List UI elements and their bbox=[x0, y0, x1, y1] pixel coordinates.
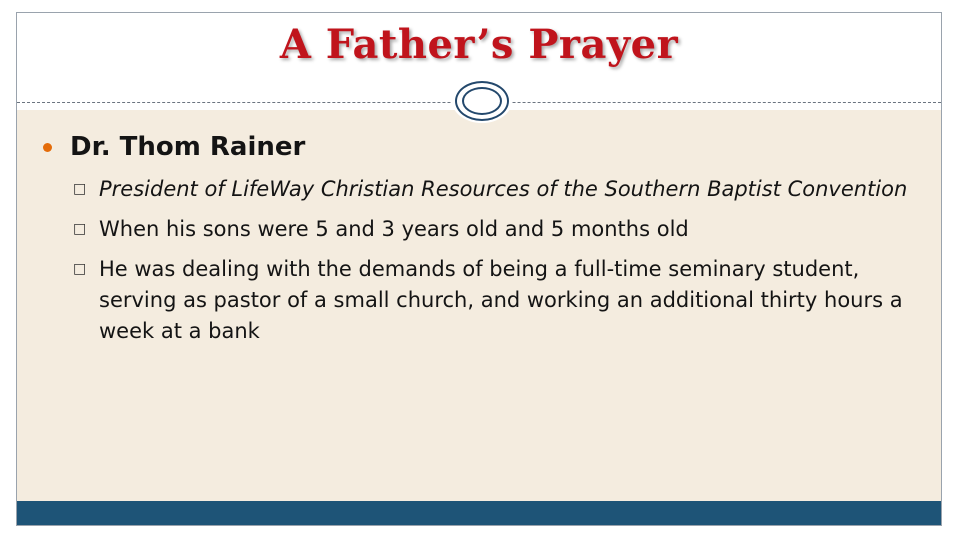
sub-bullet-text: President of LifeWay Christian Resources of the Southern Baptist Convention bbox=[99, 177, 908, 201]
orange-dot-icon bbox=[43, 143, 52, 152]
ring-inner bbox=[462, 87, 502, 115]
sub-bullet-item bbox=[73, 214, 923, 245]
hollow-square-bullet-icon: □ bbox=[73, 221, 87, 237]
sub-bullet-item bbox=[73, 254, 923, 347]
content-area bbox=[17, 110, 941, 502]
heading-text: Dr. Thom Rainer bbox=[70, 132, 306, 162]
slide-title: A Father’s Prayer bbox=[279, 21, 679, 68]
footer-bar bbox=[17, 501, 941, 525]
heading-bullet bbox=[43, 132, 305, 162]
sub-bullet-text: He was dealing with the demands of being a full-time seminary student, serving as pastor of a small church, and working an additional thirty hours a week at a bank bbox=[99, 257, 903, 343]
sub-bullet-item bbox=[73, 174, 923, 205]
hollow-square-bullet-icon: □ bbox=[73, 181, 87, 197]
slide bbox=[16, 12, 942, 526]
hollow-square-bullet-icon: □ bbox=[73, 261, 87, 277]
sub-bullet-text: When his sons were 5 and 3 years old and 5 months old bbox=[99, 217, 689, 241]
sub-bullet-list bbox=[73, 174, 923, 356]
